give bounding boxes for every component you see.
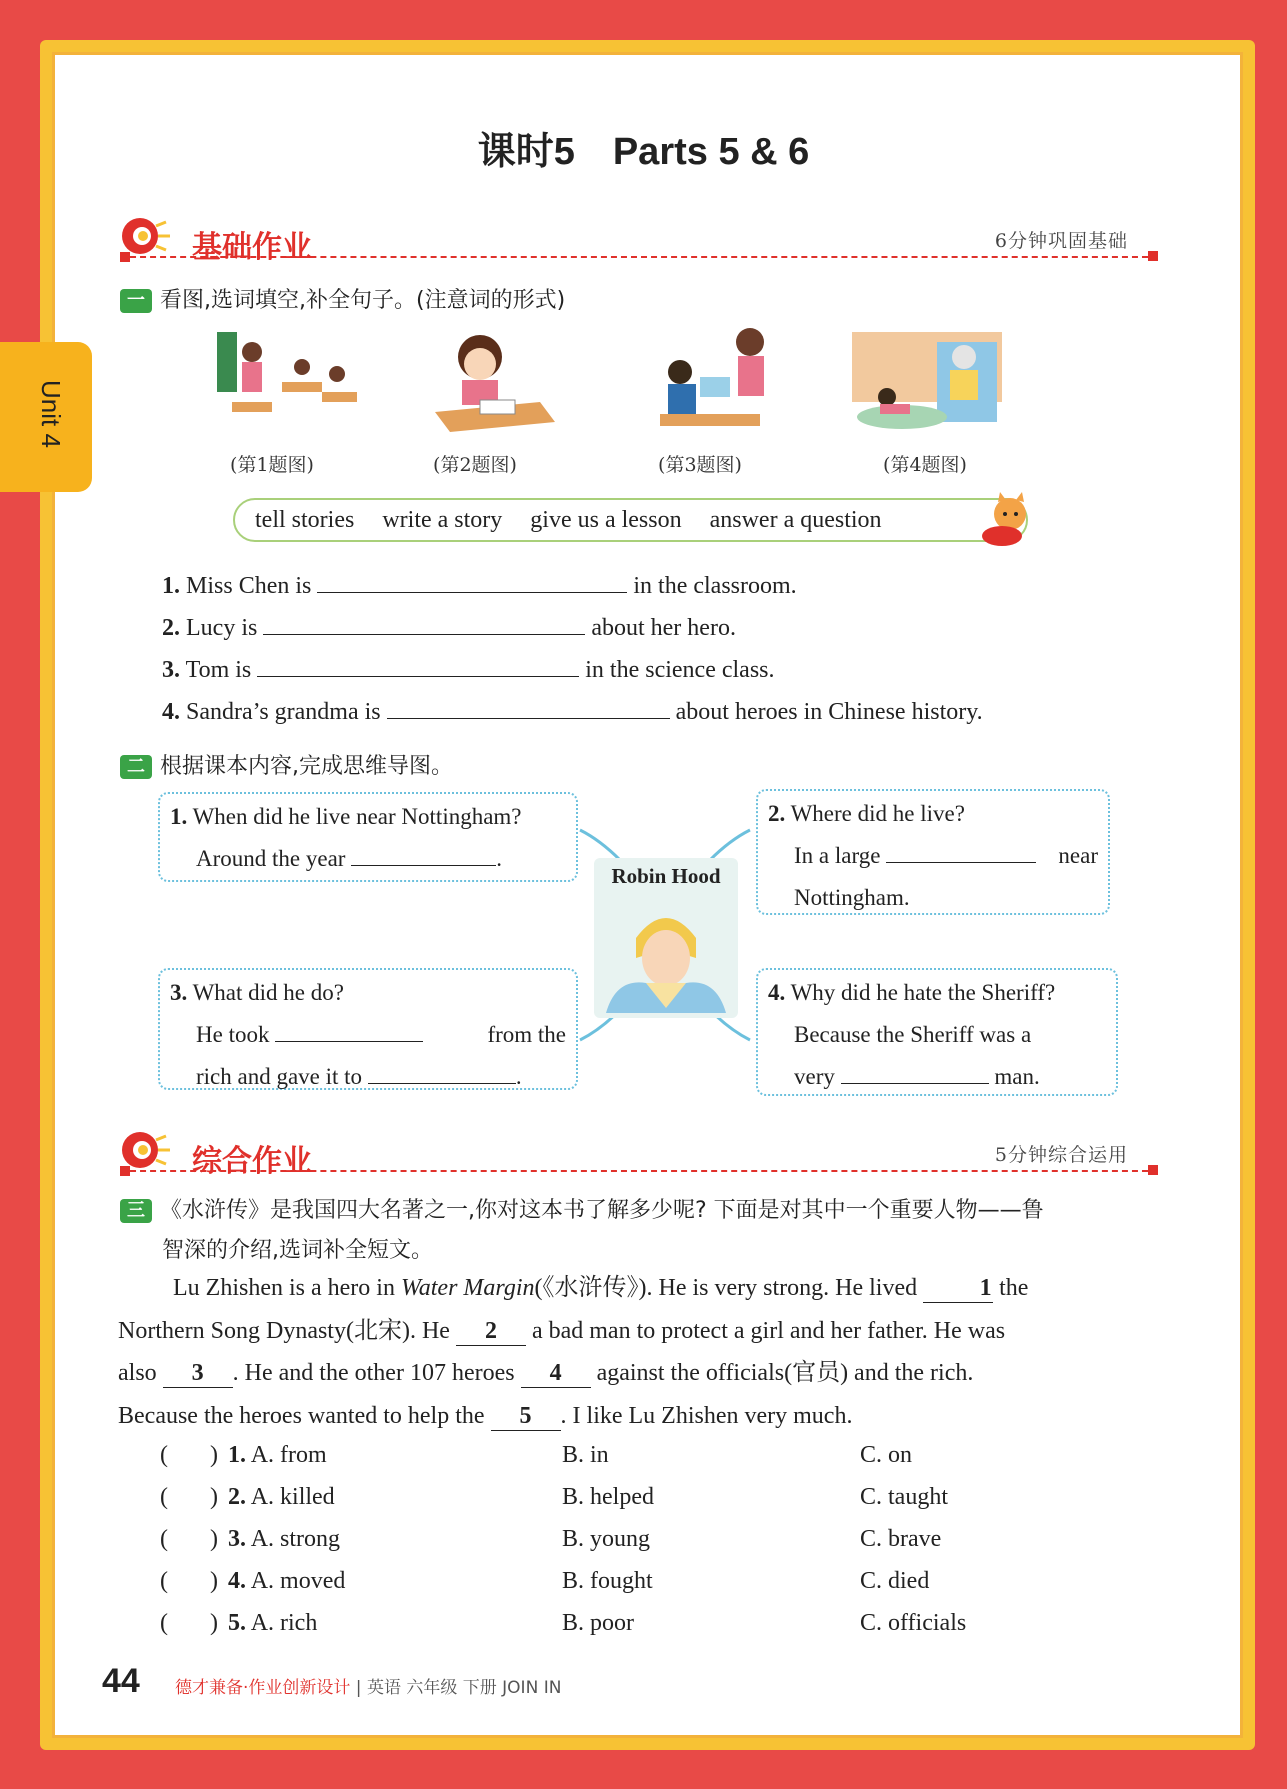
numbered-blank[interactable]: 5 (491, 1402, 561, 1431)
passage-text: (《水浒传》). He is very strong. He lived (534, 1275, 924, 1301)
passage-text: Water Margin (400, 1275, 535, 1301)
question-instruction: 《水浒传》是我国四大名著之一,你对这本书了解多少呢? 下面是对其中一个重要人物——鲁 (160, 1198, 1044, 1223)
mind-map-box-2 (756, 789, 1110, 915)
unit-tab (0, 342, 92, 492)
section-divider (120, 1170, 1158, 1172)
section-title: 基础作业 (192, 230, 312, 265)
option-number: 1. (228, 1442, 246, 1468)
answer-blank[interactable] (263, 612, 585, 635)
question-number-badge: 一 (120, 289, 152, 313)
footer-brand: 德才兼备·作业创新设计 (175, 1678, 351, 1698)
question-3-heading (120, 1193, 1160, 1224)
numbered-blank[interactable]: 2 (456, 1317, 526, 1346)
option-b[interactable]: B. in (562, 1442, 609, 1468)
answer-paren[interactable]: ( ) (160, 1442, 218, 1468)
sentence-2 (162, 612, 736, 642)
answer-paren[interactable]: ( ) (160, 1526, 218, 1552)
option-c[interactable]: C. taught (860, 1484, 948, 1510)
robin-hood-center (594, 858, 738, 1018)
answer-blank[interactable] (368, 1061, 516, 1084)
numbered-blank[interactable]: 3 (163, 1359, 233, 1388)
option-row-5 (160, 1610, 1060, 1650)
passage-text: against the officials(官员) and the rich. (590, 1360, 974, 1386)
answer-blank[interactable] (257, 654, 579, 677)
box-question: Where did he live? (790, 801, 965, 826)
box-number: 1. (170, 804, 188, 829)
sentence-1 (162, 570, 797, 600)
question-number-badge: 二 (120, 755, 152, 779)
box-text: Nottingham. (794, 885, 910, 910)
word-option: write a story (382, 506, 503, 533)
sentence-text: about her hero. (591, 615, 736, 641)
picture-caption-3: (第3题图) (658, 454, 742, 476)
sentence-4 (162, 696, 983, 726)
mind-map-box-1 (158, 792, 578, 882)
sentence-number: 4. (162, 699, 180, 725)
sentence-number: 2. (162, 615, 180, 641)
option-row-4 (160, 1568, 1060, 1608)
option-row-3 (160, 1526, 1060, 1566)
passage-text: Northern Song Dynasty(北宋). He (118, 1317, 456, 1344)
footer-subject: 英语 六年级 下册 JOIN IN (366, 1678, 562, 1698)
sentence-text: Lucy is (186, 615, 258, 641)
option-a[interactable]: A. rich (250, 1610, 318, 1636)
box-text: man. (994, 1064, 1040, 1089)
numbered-blank[interactable]: 1 (923, 1274, 993, 1303)
passage-text: . He and the other 107 heroes (232, 1360, 521, 1386)
option-number: 3. (228, 1526, 246, 1552)
option-row-1 (160, 1442, 1060, 1482)
box-text: from the (487, 1022, 566, 1047)
cat-mascot-icon (970, 492, 1040, 548)
section-note: 6分钟巩固基础 (994, 230, 1128, 252)
option-number: 4. (228, 1568, 246, 1594)
mind-map-box-3 (158, 968, 578, 1090)
option-a[interactable]: A. from (250, 1442, 327, 1468)
grandma-storytelling-picture (852, 322, 1002, 432)
option-c[interactable]: C. officials (860, 1610, 967, 1636)
passage-text: also (118, 1360, 163, 1386)
answer-blank[interactable] (351, 843, 496, 866)
option-a[interactable]: A. killed (250, 1484, 335, 1510)
sentence-text: Tom is (185, 657, 252, 683)
sentence-text: in the science class. (585, 657, 775, 683)
sentence-text: about heroes in Chinese history. (675, 699, 983, 725)
box-question: Why did he hate the Sheriff? (790, 980, 1056, 1005)
picture-caption-1: (第1题图) (230, 454, 314, 476)
sentence-text: Sandra’s grandma is (186, 699, 381, 725)
question-2-heading (120, 749, 453, 780)
option-b[interactable]: B. fought (562, 1568, 653, 1594)
sentence-number: 3. (162, 657, 180, 683)
box-question: What did he do? (192, 980, 344, 1005)
answer-blank[interactable] (841, 1061, 989, 1084)
passage-text: a bad man to protect a girl and her father. He was (525, 1317, 1006, 1344)
section-note: 5分钟综合运用 (994, 1144, 1128, 1166)
section-basic-header (120, 212, 1158, 265)
page-title: 课时5 Parts 5 & 6 (477, 131, 810, 173)
option-b[interactable]: B. helped (562, 1484, 654, 1510)
passage-text: Lu Zhishen is a hero in (173, 1275, 401, 1301)
answer-blank[interactable] (275, 1019, 423, 1042)
option-number: 2. (228, 1484, 246, 1510)
answer-paren[interactable]: ( ) (160, 1610, 218, 1636)
box-text: He took (196, 1022, 270, 1047)
option-a[interactable]: A. strong (250, 1526, 341, 1552)
box-text: Around the year (196, 846, 346, 871)
option-a[interactable]: A. moved (250, 1568, 346, 1594)
divider-start (120, 1166, 130, 1176)
section-title: 综合作业 (192, 1144, 312, 1179)
box-text: Because the Sheriff was a (794, 1022, 1032, 1047)
option-b[interactable]: B. young (562, 1526, 651, 1552)
footer-text: 德才兼备·作业创新设计 | 英语 六年级 下册 JOIN IN (175, 1678, 562, 1698)
section-divider (120, 256, 1158, 258)
passage (118, 1267, 1158, 1437)
question-1-heading (120, 283, 565, 314)
option-number: 5. (228, 1610, 246, 1636)
passage-text: . I like Lu Zhishen very much. (560, 1402, 853, 1429)
picture-caption-2: (第2题图) (433, 454, 517, 476)
robin-hood-label: Robin Hood (611, 864, 721, 888)
option-row-2 (160, 1484, 1060, 1524)
question-instruction: 根据课本内容,完成思维导图。 (160, 754, 453, 779)
question-number-badge: 三 (120, 1199, 152, 1223)
classroom-picture (212, 322, 362, 432)
box-text: . (515, 1064, 522, 1089)
passage-text: Because the heroes wanted to help the (118, 1402, 491, 1429)
box-question: When did he live near Nottingham? (192, 804, 522, 829)
question-3-heading-cont: 智深的介绍,选词补全短文。 (162, 1238, 433, 1263)
answer-blank[interactable] (387, 696, 670, 719)
box-number: 3. (170, 980, 188, 1005)
box-text: . (496, 846, 502, 871)
robin-hood-portrait (606, 898, 726, 1013)
divider-end (1148, 251, 1158, 261)
sentence-number: 1. (162, 573, 180, 599)
answer-blank[interactable] (317, 570, 627, 593)
box-text: very (794, 1064, 835, 1089)
option-b[interactable]: B. poor (562, 1610, 634, 1636)
unit-tab-label: Unit 4 (36, 380, 66, 448)
sentence-text: Miss Chen is (186, 573, 312, 599)
answer-blank[interactable] (886, 840, 1036, 863)
option-c[interactable]: C. brave (860, 1526, 942, 1552)
box-text: near (1058, 843, 1098, 868)
box-text: rich and gave it to (196, 1064, 363, 1089)
box-number: 2. (768, 801, 786, 826)
girl-writing-picture (420, 322, 570, 432)
passage-text: the (993, 1275, 1029, 1301)
question-instruction: 看图,选词填空,补全句子。(注意词的形式) (160, 288, 566, 313)
box-text: In a large (794, 843, 881, 868)
option-c[interactable]: C. on (860, 1442, 913, 1468)
sentence-3 (162, 654, 775, 684)
word-bank (233, 498, 1028, 542)
picture-caption-4: (第4题图) (883, 454, 967, 476)
mind-map-box-4 (756, 968, 1118, 1096)
option-c[interactable]: C. died (860, 1568, 930, 1594)
divider-end (1148, 1165, 1158, 1175)
sentence-text: in the classroom. (633, 573, 797, 599)
word-option: tell stories (255, 506, 355, 533)
section-comprehensive-header (120, 1126, 1158, 1179)
divider-start (120, 252, 130, 262)
word-option: give us a lesson (530, 506, 682, 533)
word-option: answer a question (709, 506, 882, 533)
page-number: 44 (102, 1662, 140, 1700)
numbered-blank[interactable]: 4 (521, 1359, 591, 1388)
science-class-picture (650, 322, 800, 432)
answer-paren[interactable]: ( ) (160, 1568, 218, 1594)
box-number: 4. (768, 980, 786, 1005)
answer-paren[interactable]: ( ) (160, 1484, 218, 1510)
